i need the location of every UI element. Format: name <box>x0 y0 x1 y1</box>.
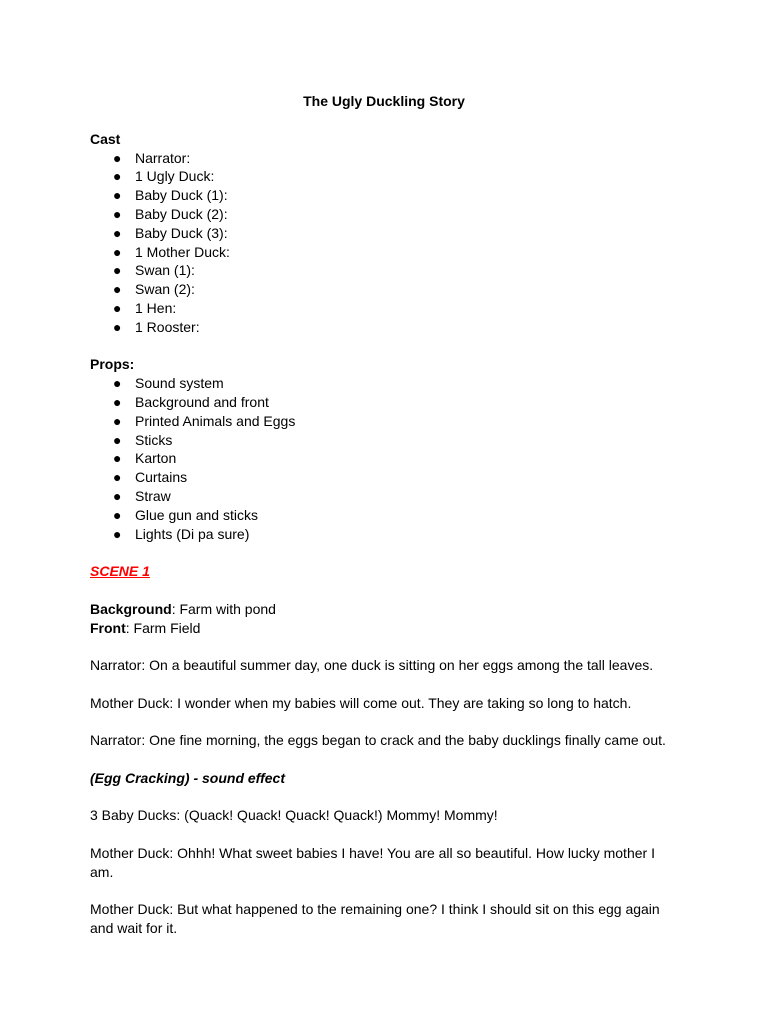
list-item <box>90 487 680 506</box>
background-label: Background <box>90 600 172 617</box>
bullet-icon: ● <box>113 318 122 335</box>
spacer <box>90 337 680 356</box>
bullet-icon: ● <box>113 187 122 204</box>
spacer <box>90 750 680 769</box>
list-item <box>90 205 680 224</box>
list-item <box>90 506 680 525</box>
bullet-icon: ● <box>113 487 122 504</box>
prop-item: Background and front <box>135 393 269 410</box>
sound-effect-cue: (Egg Cracking) - sound effect <box>90 769 285 786</box>
background-line <box>90 600 680 619</box>
cast-member: 1 Ugly Duck: <box>135 168 215 185</box>
cast-member: Swan (1): <box>135 262 195 279</box>
front-value: : Farm Field <box>125 619 201 636</box>
background-value: : Farm with pond <box>171 600 276 617</box>
spacer <box>90 581 680 600</box>
cast-heading: Cast <box>90 130 121 147</box>
cast-member: Baby Duck (2): <box>135 205 228 222</box>
dialogue-line: Mother Duck: But what happened to the remaining one? I think I should sit on this egg again and wait for it. <box>90 901 660 937</box>
scene-heading: SCENE 1 <box>90 563 150 580</box>
bullet-icon: ● <box>113 506 122 523</box>
list-item <box>90 393 680 412</box>
cast-member: Baby Duck (3): <box>135 224 228 241</box>
props-heading: Props: <box>90 356 135 373</box>
dialogue-line: 3 Baby Ducks: (Quack! Quack! Quack! Quack!) Mommy! Mommy! <box>90 807 498 824</box>
bullet-icon: ● <box>113 450 122 467</box>
bullet-icon: ● <box>113 168 122 185</box>
bullet-icon: ● <box>113 262 122 279</box>
cast-member: Baby Duck (1): <box>135 187 228 204</box>
cast-member: 1 Hen: <box>135 299 177 316</box>
document-body <box>90 92 680 938</box>
cast-member: Narrator: <box>135 149 191 166</box>
document-title: The Ugly Duckling Story <box>303 93 465 109</box>
bullet-icon: ● <box>113 431 122 448</box>
spacer <box>90 637 680 656</box>
bullet-icon: ● <box>113 205 122 222</box>
prop-item: Sound system <box>135 375 224 392</box>
front-label: Front <box>90 619 126 636</box>
list-item <box>90 449 680 468</box>
cast-member: 1 Rooster: <box>135 318 200 335</box>
spacer <box>90 543 680 562</box>
dialogue-line: Narrator: One fine morning, the eggs began to crack and the baby ducklings finally came out. <box>90 732 666 749</box>
spacer <box>90 675 680 694</box>
spacer <box>90 713 680 732</box>
props-list <box>90 374 680 543</box>
prop-item: Karton <box>135 450 177 467</box>
prop-item: Glue gun and sticks <box>135 506 258 523</box>
list-item <box>90 261 680 280</box>
list-item <box>90 149 680 168</box>
prop-item: Sticks <box>135 431 173 448</box>
dialogue-line: Mother Duck: I wonder when my babies will come out. They are taking so long to hatch. <box>90 694 632 711</box>
bullet-icon: ● <box>113 149 122 166</box>
list-item <box>90 280 680 299</box>
bullet-icon: ● <box>113 393 122 410</box>
list-item <box>90 468 680 487</box>
list-item <box>90 431 680 450</box>
prop-item: Straw <box>135 487 171 504</box>
prop-item: Lights (Di pa sure) <box>135 525 250 542</box>
list-item <box>90 167 680 186</box>
spacer <box>90 111 680 130</box>
front-line <box>90 619 680 638</box>
list-item <box>90 318 680 337</box>
bullet-icon: ● <box>113 243 122 260</box>
list-item <box>90 186 680 205</box>
bullet-icon: ● <box>113 375 122 392</box>
bullet-icon: ● <box>113 281 122 298</box>
spacer <box>90 882 680 901</box>
spacer <box>90 825 680 844</box>
list-item <box>90 243 680 262</box>
prop-item: Curtains <box>135 469 188 486</box>
bullet-icon: ● <box>113 469 122 486</box>
prop-item: Printed Animals and Eggs <box>135 412 296 429</box>
list-item <box>90 299 680 318</box>
list-item <box>90 525 680 544</box>
list-item <box>90 374 680 393</box>
dialogue-line: Mother Duck: Ohhh! What sweet babies I have! You are all so beautiful. How lucky mother I am. <box>90 845 655 880</box>
cast-member: Swan (2): <box>135 281 195 298</box>
spacer <box>90 788 680 807</box>
dialogue-line: Narrator: On a beautiful summer day, one duck is sitting on her eggs among the tall leaves. <box>90 657 654 674</box>
list-item <box>90 224 680 243</box>
bullet-icon: ● <box>113 299 122 316</box>
list-item <box>90 412 680 431</box>
cast-list <box>90 149 680 337</box>
bullet-icon: ● <box>113 525 122 542</box>
bullet-icon: ● <box>113 412 122 429</box>
cast-member: 1 Mother Duck: <box>135 243 230 260</box>
bullet-icon: ● <box>113 224 122 241</box>
